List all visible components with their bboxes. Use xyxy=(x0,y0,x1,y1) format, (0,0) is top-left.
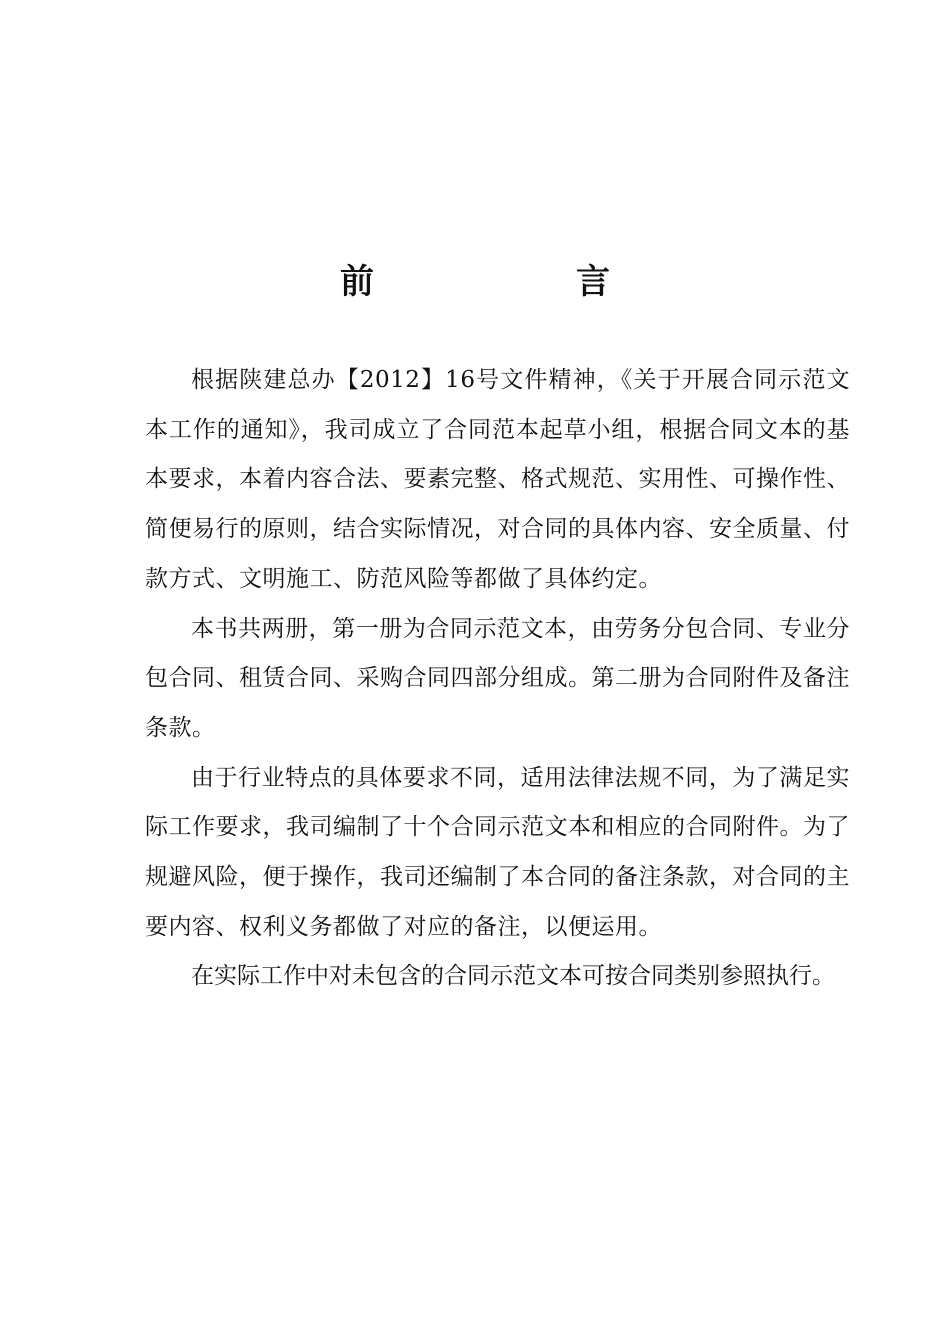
paragraph-3: 由于行业特点的具体要求不同，适用法律法规不同，为了满足实际工作要求，我司编制了十个合同示范文本和相应的合同附件。为了规避风险，便于操作，我司还编制了本合同的备注条款，对合同的主要内容、权利义务都做了对应的备注，以便运用。 xyxy=(145,764,850,940)
page-title: 前 言 xyxy=(340,262,694,302)
paragraph-2: 本书共两册，第一册为合同示范文本，由劳务分包合同、专业分包合同、租赁合同、采购合同四部分组成。第二册为合同附件及备注条款。 xyxy=(145,615,850,741)
paragraph-1: 根据陕建总办【2012】16号文件精神，《关于开展合同示范文本工作的通知》，我司成立了合同范本起草小组，根据合同文本的基本要求，本着内容合法、要素完整、格式规范、实用性、可操作性、简便易行的原则，结合实际情况，对合同的具体内容、安全质量、付款方式、文明施工、防范风险等都做了具体约定。 xyxy=(145,367,850,592)
paragraph-4: 在实际工作中对未包含的合同示范文本可按合同类别参照执行。 xyxy=(191,963,835,990)
preface-body xyxy=(145,356,850,1002)
